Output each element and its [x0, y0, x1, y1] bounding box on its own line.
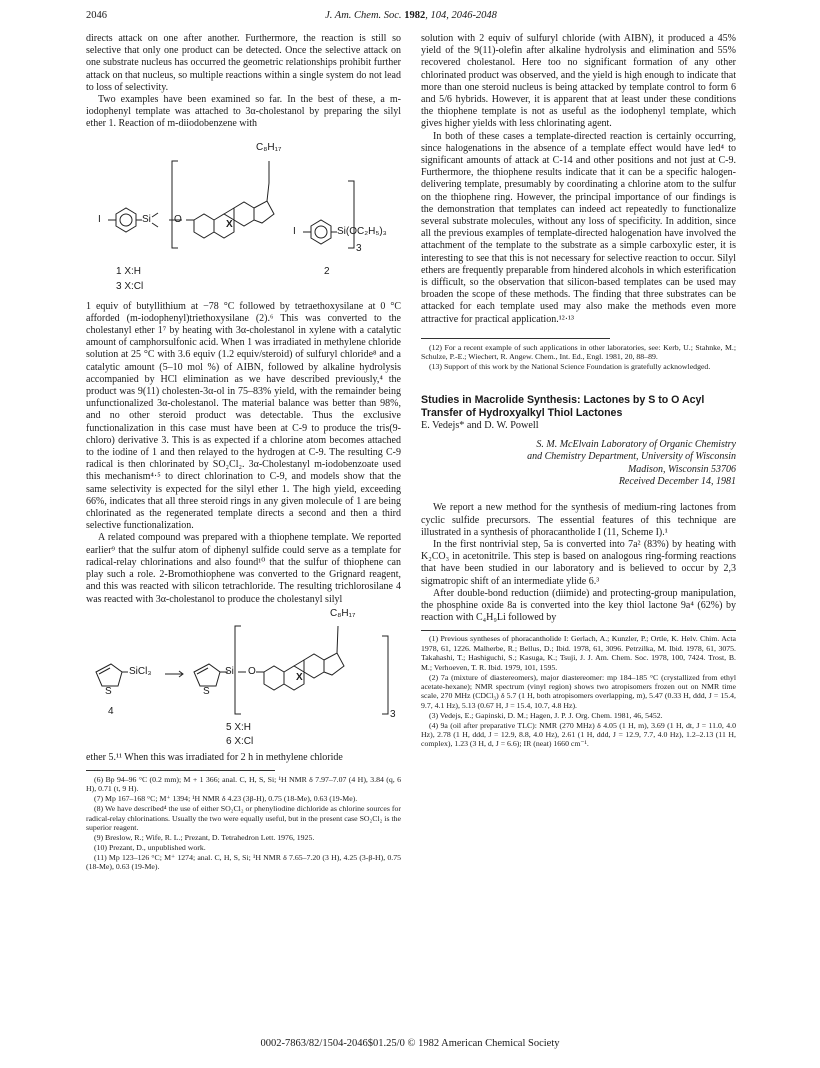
sulfur-label-1: S	[105, 685, 112, 697]
footnote-8: (8) We have described⁴ the use of either SO₂Cl₂ or phenyliodine dichloride as chlorine sources for radical-relay chlorinations. Usually the two were equally useful, but in the present case SO₂Cl₂ is the superior reagent.	[86, 804, 401, 832]
left-paragraph-5: ether 5.¹¹ When this was irradiated for 2 h in methylene chloride	[86, 751, 343, 763]
compound-2-label: 2	[324, 265, 330, 277]
footnote-13: (13) Support of this work by the National Science Foundation is gratefully acknowledged.	[429, 362, 711, 372]
running-header	[86, 10, 736, 26]
footnote-12: (12) For a recent example of such applications in other laboratories, see: Kerb, U.; Stahnke, M.; Schulze, P.-E.; Wiechert, R. Angew. Chem., Int. Ed., Engl. 1981, 20, 88–89.	[421, 342, 736, 362]
left-column	[86, 33, 401, 872]
affiliation	[421, 439, 736, 476]
left-footnotes	[86, 775, 401, 872]
footnote-rule-left	[86, 770, 275, 771]
compound-5-label: 5 X:H	[226, 721, 252, 733]
structure-scheme-1	[86, 131, 401, 301]
footnote-10: (10) Prezant, D., unpublished work.	[94, 842, 206, 852]
journal-volume: 104	[430, 10, 447, 21]
right-footnotes-1	[421, 343, 736, 372]
article-authors: E. Vedejs* and D. W. Powell	[421, 419, 539, 431]
right-footnotes-2	[421, 634, 736, 748]
right-paragraph-5: After double-bond reduction (diimide) and protecting-group manipulation, the phosphine oxide 8a is converted into the key thiol lactone 9a⁴ (62%) by reaction with C₄H₉Li followed by	[421, 587, 736, 624]
bracket-subscript-2: 3	[390, 708, 396, 720]
left-paragraph-3: 1 equiv of butyllithium at −78 °C followed by tetraethoxysilane at 0 °C afforded (m-iodophenyl)triethoxysilane (2).⁶ This was converted to the cholestanyl ether 1⁷ by heating with 3α-cholestanol in xylene with a catalytic amount of camphorsulfonic acid. When 1 was irradiated in methylene chloride solution at 25 °C with 3.6 equiv (1.2 equiv/steroid) of sulfuryl chloride⁸ and a catalytic amount (5–10 mol %) of AIBN, followed by alkaline hydrolysis accompanied by HCl elimination as we have described previously,⁴ the product was 9(11) cholesten-3α-ol in 75–83% yield, with the remainder being unfunctionalized 3α-cholestanol. The material balance was better than 98%, and no other steroid product was detectable. Thus the exclusive functionalization in this case must have been at C-9 to produce the tris(9-chloro) derivative 3. This is as expected if a chlorine atom becomes attached to the iodine of 1 and then relayed to the hydrogen at C-9. The resulting C-9 radical is then chlorinated by SO₂Cl₂. 3α-Cholestanyl m-iodobenzoate used this mechanism⁴·⁵ to direct chlorination to C-9, and models show that the same selectivity is expected for the silyl ether 1. The high yield, exceeding 66%, indicates that all three steroid rings in any given molecule of 1 are being chlorinated as the regenerated template directs a second and then a third selective functionalization.	[86, 300, 401, 532]
triethoxysilyl-label: Si(OC₂H₅)₃	[337, 225, 387, 237]
journal-pages: , 2046-2048	[446, 10, 497, 21]
o-label: O	[174, 213, 182, 225]
sulfur-label-2: S	[203, 685, 210, 697]
footnote-6: (6) Bp 94–96 °C (0.2 mm); M + 1 366; anal. C, H, S, Si; ¹H NMR δ 7.97–7.07 (4 H), 3.84 (q, 6 H), 0.71 (t, 9 H).	[86, 774, 401, 794]
footnote-rule-right-2	[421, 630, 736, 631]
x-position-label-2: X	[296, 671, 303, 683]
structure-scheme-2	[86, 606, 401, 752]
article-title: Studies in Macrolide Synthesis: Lactones by S to O Acyl Transfer of Hydroxyalkyl Thiol Lactones	[421, 393, 705, 419]
affiliation-line-3: Madison, Wisconsin 53706	[627, 463, 736, 475]
left-paragraph-1: directs attack on one after another. Furthermore, the reaction is still so selective that only one product can be detected. Once the selective attack on one substrate nucleus has occurred the geometric relationships prohibit further attack on that nucleus, so multiple reactions within a single system do not lead to loss of selectivity.	[86, 33, 401, 93]
iodo-label: I	[98, 213, 101, 225]
o-label-2: O	[248, 665, 256, 677]
received-date: Received December 14, 1981	[618, 476, 736, 488]
compound-6-label: 6 X:Cl	[226, 735, 254, 747]
left-paragraph-4: A related compound was prepared with a thiophene template. We reported earlier⁹ that the sulfur atom of diphenyl sulfide could serve as a template for radical-relay chlorinations and also found¹⁰ that the sulfur of thiophene can play such a role. 2-Bromothiophene was converted to the Grignard reagent, and this was reacted with silicon tetrachloride. The resulting trichlorosilane 4 was reacted with 3α-cholestanol to produce the cholestanyl silyl	[86, 532, 401, 605]
journal-name: J. Am. Chem. Soc.	[325, 10, 402, 21]
left-paragraph-2: Two examples have been examined so far. In the best of these, a m-iodophenyl template was attached to 3α-cholestanol by preparing the silyl ether 1. Reaction of m-diiodobenzene with	[86, 94, 401, 130]
trichlorosilyl-label: SiCl₃	[129, 665, 152, 677]
page-footer: 0002-7863/82/1504-2046$01.25/0 © 1982 American Chemical Society	[260, 1038, 560, 1049]
footnote-11: (11) Mp 123–126 °C; M⁺ 1274; anal. C, H, S, Si; ¹H NMR δ 7.65–7.20 (3 H), 4.25 (3-β-H), 0.75 (18-Me), 0.63 (19-Me).	[86, 852, 401, 872]
iodo-label-2: I	[293, 225, 296, 237]
footnote-rule-right	[421, 338, 610, 339]
x-position-label: X	[226, 218, 233, 230]
footnote-2: (2) 7a (mixture of diastereomers), major diastereomer: mp 184–185 °C (crystallized from ethyl acetate-hexane); NMR spectrum (vinyl region) shows two atropisomers frozen out on NMR time scale, 270 MHz (CDCl₃) δ 5.7 (1 H, both atropisomers overlapping, m), 5.47 (0.33 H, ddd, J = 15.4, 9.7, 4.1 Hz), 5.13 (0.67 H, J = 15.4, 10.7, 4.8 Hz).	[421, 672, 736, 710]
footnote-7: (7) Mp 167–168 °C; M⁺ 1394; ¹H NMR δ 4.23 (3β-H), 0.75 (18-Me), 0.63 (19-Me).	[94, 794, 358, 804]
footnote-4: (4) 9a (oil after preparative TLC): NMR (270 MHz) δ 4.05 (1 H, m), 3.69 (1 H, dt, J = 11.0, 4.0 Hz), 2.78 (1 H, ddd, J = 12.9, 8.8, 4.0 Hz), 2.61 (1 H, ddd, J = 12.9, 7.7, 4.0 Hz), 1.2–2.13 (11 H, complex), 1.23 (3 H, d, J = 6.6); IR (neat) 1660 cm⁻¹.	[421, 720, 736, 749]
right-paragraph-4: In the first nontrivial step, 5a is converted into 7a² (83%) by heating with K₂CO₃ in acetonitrile. This step is based on analogous ring-forming reactions that have been studied in our laboratory and is believed to occur by 2,3 sigmatropic shift of an intermediate ylide 6.³	[421, 539, 736, 587]
affiliation-line-1: S. M. McElvain Laboratory of Organic Chemistry	[536, 438, 736, 450]
compound-4-label: 4	[108, 705, 114, 717]
page-number: 2046	[86, 10, 107, 21]
si-label-2: Si	[225, 665, 234, 677]
footnote-9: (9) Breslow, R.; Wife, R. L.; Prezant, D. Tetrahedron Lett. 1976, 1925.	[94, 832, 315, 842]
side-chain-label-2: C₈H₁₇	[330, 607, 356, 619]
compound-3-label: 3 X:Cl	[116, 280, 144, 292]
journal-year: 1982	[404, 10, 426, 21]
footnote-3: (3) Vedejs, E.; Gapinski, D. M.; Hagen, J. P. J. Org. Chem. 1981, 46, 5452.	[429, 710, 663, 720]
si-label: Si	[142, 213, 151, 225]
side-chain-label: C₈H₁₇	[256, 141, 282, 153]
affiliation-line-2: and Chemistry Department, University of Wisconsin	[527, 451, 736, 463]
right-paragraph-3: We report a new method for the synthesis of medium-ring lactones from cyclic sulfide precursors. The essential features of this technique are illustrated in a synthesis of phoracantholide I (11, Scheme I).¹	[421, 502, 736, 538]
right-column	[421, 33, 736, 749]
right-paragraph-2: In both of these cases a template-directed reaction is certainly occurring, since halogenations in the absence of a template effect would have led⁴ to significant amounts of attack at C-14 and other positions and not just at C-9. Furthermore, the thiophene results indicate that it can be a specific halogen-delivering template, presumably by coordinating a chlorine atom to the sulfur on the thiophene ring. However, the principal importance of our findings is the demonstration that templates can indeed act repeatedly to functionalize several substrate molecules, without any loss of specificity. In addition, since all the previous examples of template-directed halogenation have involved the attachment of the template to the substrate as a simple carboxylic ester, it is interesting to see that this is not necessary for selective reaction to occur. Silyl ethers are frequently preparable from hindered alcohols in which esterification is difficult, so the observation that silicon-based templates can be used may broaden the scope of these methods. The finding that three substrates can be attacked for each template used may also make the methods even more attractive for practical application.¹²·¹³	[421, 130, 736, 325]
journal-citation: J. Am. Chem. Soc. 1982, 104, 2046-2048	[325, 10, 497, 21]
bracket-subscript: 3	[356, 242, 362, 254]
compound-1-label: 1 X:H	[116, 265, 142, 277]
footnote-1: (1) Previous syntheses of phoracantholide I: Gerlach, A.; Kunzler, P.; Ortle, K. Helv. Chim. Acta 1978, 61, 1226. Malherbe, R.; Bellus, D.; Ibid. 1978, 61, 3096. Petrzilka, M. Ibid. 1978, 61, 3075. Takahashi, T.; Hashiguchi, S.; Kasuga, K.; Tsuji, J. J. Am. Chem. Soc. 1978, 100, 7424. Trost, B. M.; Verhoeven, T. R. Ibid. 1979, 101, 1595.	[421, 634, 736, 672]
right-paragraph-1: solution with 2 equiv of sulfuryl chloride (with AIBN), it produced a 45% yield of the 9(11)-olefin after alkaline hydrolysis and elimination and 55% recovered cholestanol. Here too no significant formation of any other chlorinated product was observed, and the yield is high enough to indicate that more than one steroid nucleus is being attacked by template control to form 6 and 5/6 hybrids. However, it is apparent that at least under these conditions the thiophene template is not as useful as the iodophenyl template, which gives higher yields with less chlorinating agent.	[421, 33, 736, 130]
